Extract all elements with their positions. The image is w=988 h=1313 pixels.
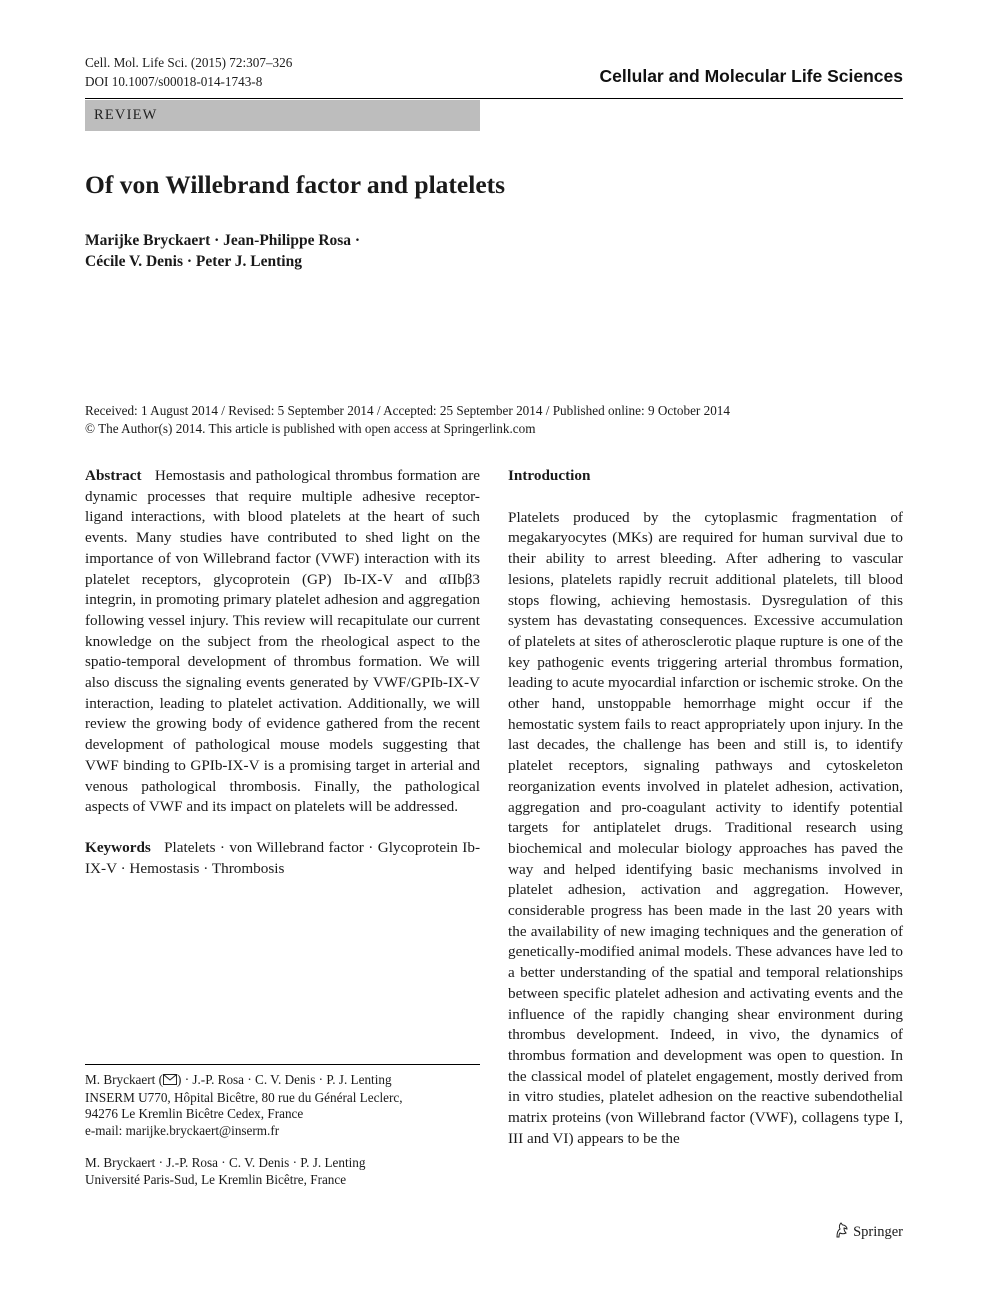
springer-horse-icon xyxy=(834,1222,849,1243)
article-title: Of von Willebrand factor and platelets xyxy=(85,170,506,199)
citation-volume: Cell. Mol. Life Sci. (2015) 72:307–326 xyxy=(85,55,293,70)
authors-line-1: Marijke Bryckaert · Jean-Philippe Rosa · xyxy=(85,232,361,249)
citation-doi[interactable]: DOI 10.1007/s00018-014-1743-8 xyxy=(85,74,263,89)
affiliation-university: Université Paris-Sud, Le Kremlin Bicêtre, France xyxy=(85,1171,347,1187)
dates-line: Received: 1 August 2014 / Revised: 5 September 2014 / Accepted: 25 September 2014 / Published online: 9 October 2014 xyxy=(85,403,730,418)
affiliation-email[interactable]: e-mail: marijke.bryckaert@inserm.fr xyxy=(85,1123,280,1139)
publisher-logo xyxy=(834,1222,903,1243)
keywords-text: Platelets · von Willebrand factor · Glycoprotein Ib-IX-V · Hemostasis · Thrombosis xyxy=(85,838,481,877)
journal-name: Cellular and Molecular Life Sciences xyxy=(599,66,903,86)
author-list xyxy=(85,230,360,272)
affiliation-rule xyxy=(85,1064,480,1065)
keywords xyxy=(85,838,480,879)
abstract-text: Hemostasis and pathological thrombus formation are dynamic processes that require multiple adhesive receptor-ligand interactions, with blood platelets at the heart of such events. Many studies have contributed to shed light on the importance of von Willebrand factor (VWF) interaction with its platelet receptors, glycoprotein (GP) Ib-IX-V and αIIbβ3 integrin, in promoting primary platelet adhesion and aggregation following vessel injury. This review will recapitulate our current knowledge on the subject from the rheological aspect to the spatio-temporal development of thrombus formation. We will also discuss the signaling events generated by VWF/GPIb-IX-V interaction, leading to platelet activation. Additionally, we will review the growing body of evidence gathered from the recent development of pathological mouse models suggesting that VWF binding to GPIb-IX-V is a promising target in arterial and venous pathological thrombosis. Finally, the pathological aspects of VWF and its impact on platelets will be addressed. xyxy=(85,467,480,816)
affiliation-block-1 xyxy=(85,1072,480,1140)
authors-line-2: Cécile V. Denis · Peter J. Lenting xyxy=(85,253,302,270)
copyright-line: © The Author(s) 2014. This article is published with open access at Springerlink.com xyxy=(85,421,536,436)
right-column xyxy=(508,466,903,1150)
citation xyxy=(85,53,292,91)
header-rule xyxy=(85,98,903,99)
affiliation-authors-2: M. Bryckaert · J.-P. Rosa · C. V. Denis · P. J. Lenting xyxy=(85,1155,366,1170)
left-column xyxy=(85,466,480,879)
introduction-heading: Introduction xyxy=(508,467,591,484)
abstract-heading: Abstract xyxy=(85,467,142,484)
keywords-heading: Keywords xyxy=(85,838,151,856)
affiliation-block-2 xyxy=(85,1155,480,1188)
affiliation-authors: M. Bryckaert ( ) · J.-P. Rosa · C. V. Denis · P. J. Lenting xyxy=(85,1072,480,1090)
abstract xyxy=(85,466,480,818)
affiliation-city: 94276 Le Kremlin Bicêtre Cedex, France xyxy=(85,1106,304,1122)
affiliation-institute: INSERM U770, Hôpital Bicêtre, 80 rue du Général Leclerc, xyxy=(85,1089,403,1105)
introduction-text: Platelets produced by the cytoplasmic fragmentation of megakaryocytes (MKs) are required for human survival due to their ability to arrest bleeding. After adhering to vascular lesions, platelets rapidly recruit additional platelets, till blood stops flowing, achieving hemostasis. Dysregulation of this system has devastating consequences. Excessive accumulation of platelets at sites of atherosclerotic plaque rupture is one of the key pathogenic events triggering arterial thrombus formation, leading to acute myocardial infarction or ischemic stroke. On the other hand, unstoppable hemorrhage might occur if the hemostatic system fails to react appropriately upon injury. In the last decades, the challenge has been and still is, to identify platelet receptors, signaling pathways and cytoskeleton reorganization events involved in platelet adhesion, activation, aggregation and pro-coagulant activity to identify potential targets for antiplatelet drugs. Traditional research using biochemical and molecular biology approaches has paved the way and helped identifying basic mechanisms involved in platelet adhesion, activation and aggregation. However, considerable progress has been made in the last 20 years with the availability of new imaging techniques and the generation of genetically-modified animal models. These advances have led to a better understanding of the spatial and temporal relationships between specific platelet adhesion and activating events and the influence of the rapidly changing shear environment during thrombus development. Indeed, in vivo, the dynamics of thrombus formation and development was open to question. In the classical model of platelet engagement, mostly derived from in vitro studies, platelet adhesion on the reactive subendothelial matrix proteins (von Willebrand factor (VWF), collagens type I, III and VI) appears to be the xyxy=(508,508,903,1147)
article-history xyxy=(85,402,730,438)
section-banner: REVIEW xyxy=(85,100,480,131)
publisher-name: Springer xyxy=(853,1224,903,1240)
envelope-icon xyxy=(163,1073,177,1090)
